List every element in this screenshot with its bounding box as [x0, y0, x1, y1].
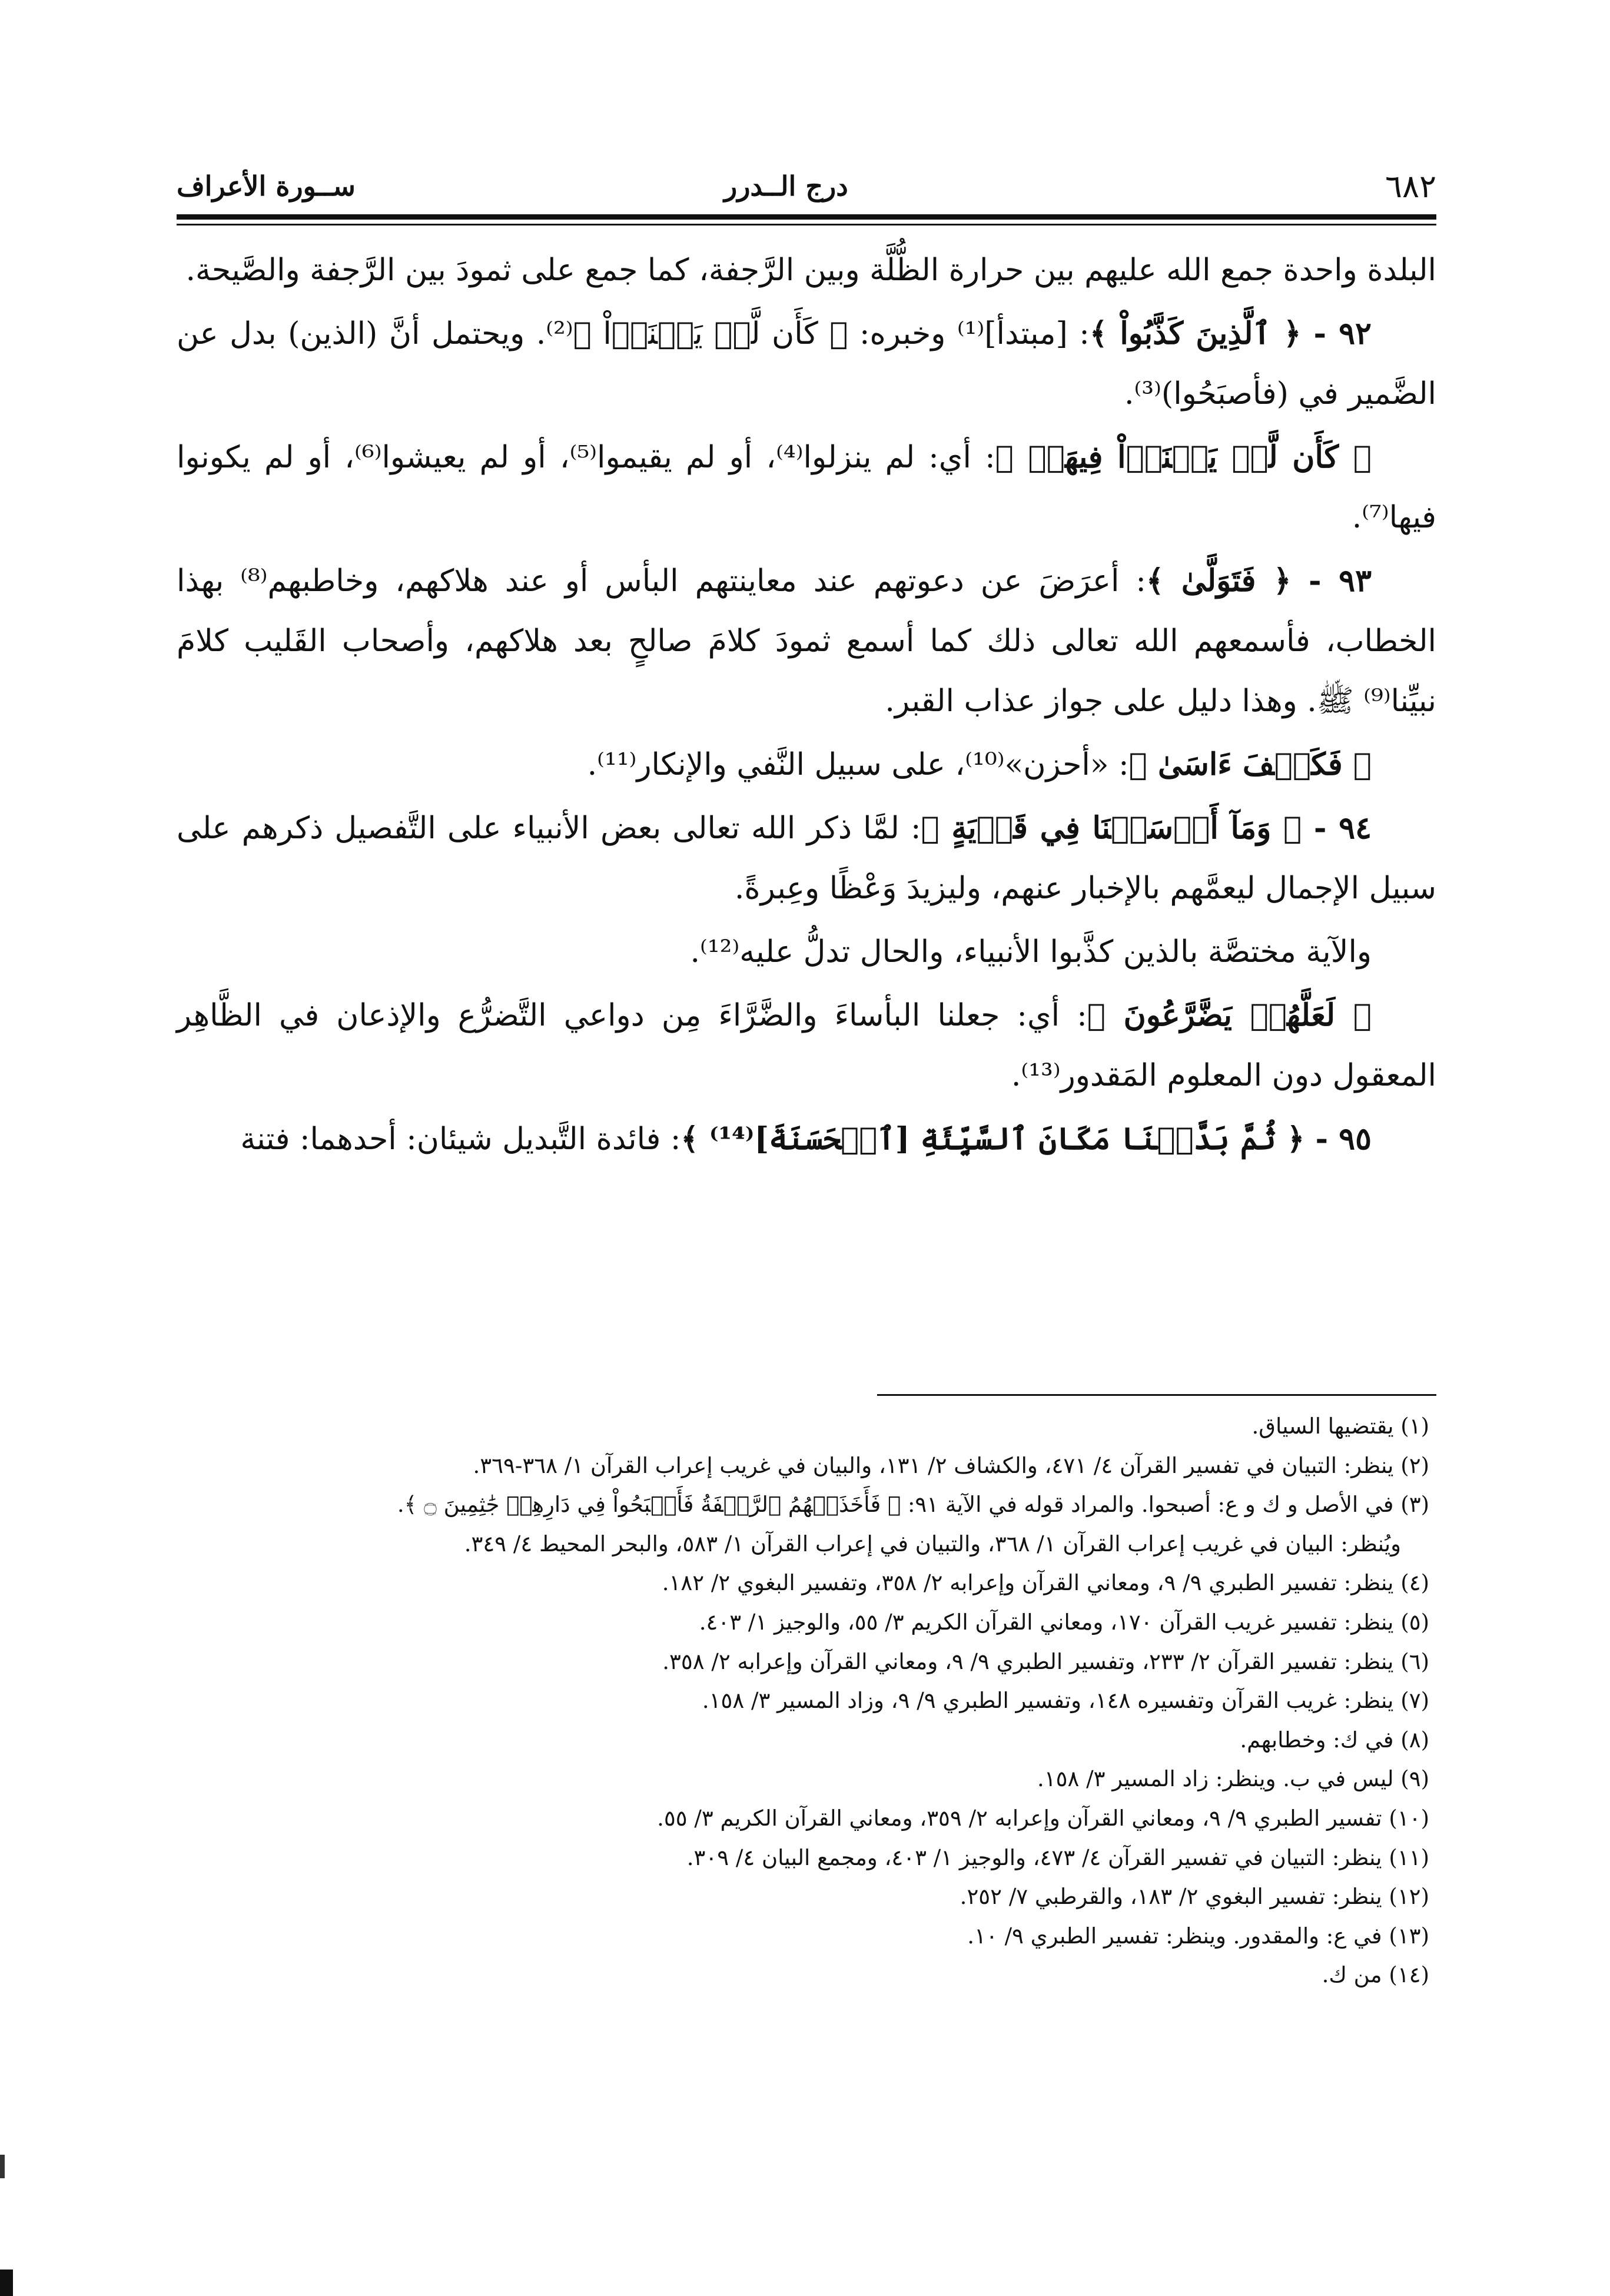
- header-rule-thin: [177, 224, 1436, 225]
- running-header: [177, 168, 1436, 209]
- quran-verse: ٩٤ - ﴿ وَمَآ أَرۡسَلۡنَا فِي قَرۡيَةٍ ﴾: [921, 810, 1372, 846]
- header-rule-thick: [177, 214, 1436, 220]
- footnote-separator: [877, 1394, 1436, 1396]
- paragraph: [177, 427, 1436, 548]
- paragraph: [177, 551, 1436, 731]
- commentary-text: : فائدة التَّبديل شيئان: أحدهما: فتنة: [240, 1122, 681, 1157]
- footnote: (٩) ليس في ب. وينظر: زاد المسير ٣/ ١٥٨.: [1037, 1766, 1429, 1792]
- paragraph: [177, 735, 1436, 795]
- footnote: (٣) في الأصل و ك و ع: أصبحوا. والمراد قوله في الآية ٩١: ﴿ فَأَخَذَتۡهُمُ ٱلرَّجۡفَةُ فَأَصۡبَحُواْ فِي دَارِهِمۡ جَٰثِمِينَ ۝ ﴾.: [397, 1492, 1429, 1518]
- footnote: (٤) ينظر: تفسير الطبري ٩/ ٩، ومعاني القرآن وإعرابه ٢/ ٣٥٨، وتفسير البغوي ٢/ ١٨٢.: [662, 1570, 1429, 1596]
- paragraph: [177, 798, 1436, 918]
- quran-verse: ﴿ كَأَن لَّمۡ يَغۡنَوۡاْ فِيهَاۚ ﴾: [995, 439, 1372, 475]
- paragraph-text: والآية مختصَّة بالذين كذَّبوا الأنبياء، والحال تدلُّ عليه⁽¹²⁾.: [690, 934, 1372, 970]
- commentary-text: : أعرَضَ عن دعوتهم عند معاينتهم البأس أو عند هلاكهم، وخاطبهم⁽⁸⁾ بهذا الخطاب، فأسمعهم الله تعالى ذلك كما أسمع ثمودَ كلامَ صالحٍ بعد هلاكهم، وأصحاب القَليب كلامَ نبيِّنا⁽⁹⁾ ﷺ. وهذا دليل على جواز عذاب القبر.: [177, 563, 1436, 719]
- footnote: (١٠) تفسير الطبري ٩/ ٩، ومعاني القرآن وإعرابه ٢/ ٣٥٩، ومعاني القرآن الكريم ٣/ ٥٥.: [657, 1805, 1429, 1831]
- paragraph: [177, 922, 1436, 982]
- paragraph: [177, 1109, 1436, 1169]
- paragraph-text: البلدة واحدة جمع الله عليهم بين حرارة الظُّلَّة وبين الرَّجفة، كما جمع على ثمودَ بين الرَّجفة والصَّيحة.: [185, 253, 1436, 288]
- footnote: (١٣) في ع: والمقدور. وينظر: تفسير الطبري ٩/ ١٠.: [967, 1923, 1429, 1949]
- book-title: درج الــدرر: [724, 170, 848, 202]
- footnote: (١) يقتضيها السياق.: [1252, 1414, 1429, 1439]
- footnote: (١١) ينظر: التبيان في تفسير القرآن ٤/ ٤٧٣، والوجيز ١/ ٤٠٣، ومجمع البيان ٤/ ٣٠٩.: [686, 1844, 1429, 1870]
- footnote: (١٤) من ك.: [1322, 1962, 1429, 1988]
- quran-verse: ﴿ لَعَلَّهُمۡ يَضَّرَّعُونَ ﴾: [1087, 997, 1372, 1033]
- footnotes: [177, 1407, 1436, 1995]
- scan-artifact: [0, 2270, 13, 2296]
- quran-verse: ٩٥ - ﴿ ثُمَّ بَدَّلۡنَا مَكَانَ ٱلسَّيِّئَةِ [ٱلۡحَسَنَةَ]⁽¹⁴⁾ ﴾: [680, 1121, 1372, 1157]
- footnote: (٨) في ك: وخطابهم.: [1240, 1727, 1429, 1753]
- commentary-text: : [مبتدأ]⁽¹⁾ وخبره: ﴿ كَأَن لَّمۡ يَغۡنَوۡاْ ﴾⁽²⁾. ويحتمل أنَّ (الذين) بدل عن الضَّمير في (فأصبَحُوا)⁽³⁾.: [177, 316, 1436, 412]
- main-text: [177, 240, 1436, 1173]
- footnote: (١٢) ينظر: تفسير البغوي ٢/ ١٨٣، والقرطبي ٧/ ٢٥٢.: [960, 1884, 1429, 1910]
- footnote-continuation: ويُنظر: البيان في غريب إعراب القرآن ١/ ٣٦٨، والتبيان في إعراب القرآن ١/ ٥٨٣، والبحر المحيط ٤/ ٣٤٩.: [464, 1531, 1401, 1557]
- footnote: (٧) ينظر: غريب القرآن وتفسيره ١٤٨، وتفسير الطبري ٩/ ٩، وزاد المسير ٣/ ١٥٨.: [702, 1688, 1429, 1714]
- commentary-text: : أي: جعلنا البأساءَ والضَّرَّاءَ مِن دواعي التَّضرُّع والإذعان في الظَّاهِر المعقول دون المعلوم المَقدور⁽¹³⁾.: [177, 998, 1436, 1093]
- paragraph: [177, 304, 1436, 424]
- quran-verse: ٩٣ - ﴿ فَتَوَلَّىٰ ﴾: [1146, 563, 1372, 599]
- quran-verse: ٩٢ - ﴿ ٱلَّذِينَ كَذَّبُواْ ﴾: [1089, 316, 1372, 351]
- commentary-text: : «أحزن»⁽¹⁰⁾، على سبيل النَّفي والإنكار⁽¹¹⁾.: [587, 747, 1129, 782]
- commentary-text: : لمَّا ذكر الله تعالى بعض الأنبياء على التَّفصيل ذكرهم على سبيل الإجمال ليعمَّهم بالإخبار عنهم، وليزيدَ وَعْظًا وعِبرةً.: [177, 811, 1436, 906]
- page-number: ٦٨٢: [1385, 168, 1436, 205]
- quran-verse: ﴿ فَكَيۡفَ ءَاسَىٰ ﴾: [1128, 746, 1372, 782]
- footnote: (٢) ينظر: التبيان في تفسير القرآن ٤/ ٤٧١، والكشاف ٢/ ١٣١، والبيان في غريب إعراب القرآن ١/ ٣٦٨-٣٦٩.: [473, 1452, 1429, 1478]
- surah-title: ســورة الأعراف: [177, 170, 356, 202]
- paragraph: [177, 240, 1436, 300]
- commentary-text: : أي: لم ينزلوا⁽⁴⁾، أو لم يقيموا⁽⁵⁾، أو لم يعيشوا⁽⁶⁾، أو لم يكونوا فيها⁽⁷⁾.: [177, 440, 1436, 535]
- paragraph: [177, 986, 1436, 1106]
- footnote: (٥) ينظر: تفسير غريب القرآن ١٧٠، ومعاني القرآن الكريم ٣/ ٥٥، والوجيز ١/ ٤٠٣.: [699, 1609, 1429, 1635]
- footnote: (٦) ينظر: تفسير القرآن ٢/ ٢٣٣، وتفسير الطبري ٩/ ٩، ومعاني القرآن وإعرابه ٢/ ٣٥٨.: [662, 1648, 1429, 1674]
- scan-artifact: [0, 2155, 5, 2178]
